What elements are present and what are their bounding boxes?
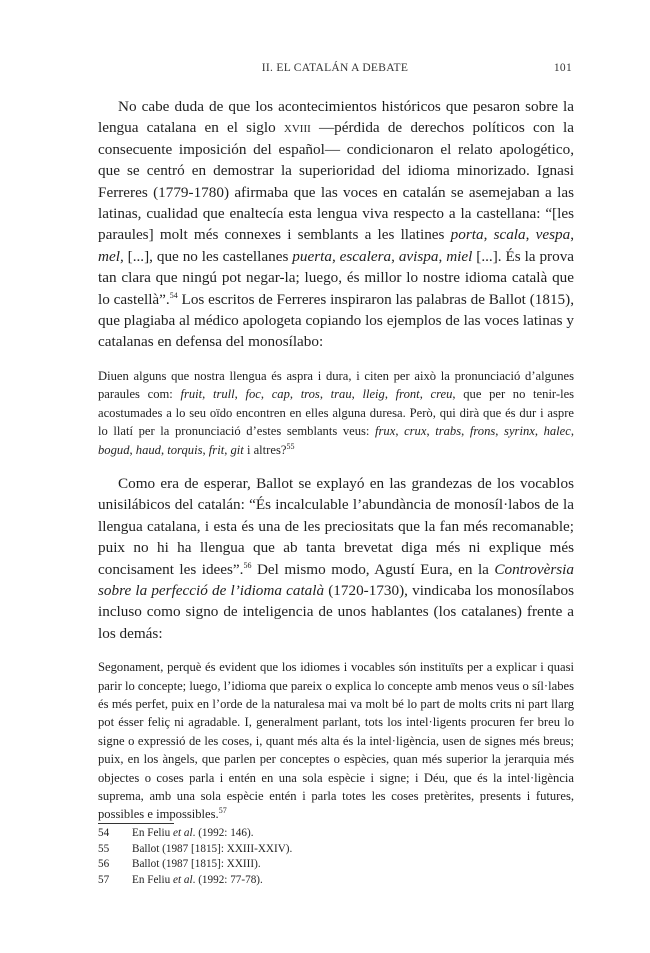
text-run: , que per no tenir-les acostumades a lo seu oïdo encontren en elles alguna duresa. Però, qui dirà que és dur i aspre lo llatí per la pronunciació d’estes semblants veus: xyxy=(98,387,575,439)
footnote-rule xyxy=(98,823,174,824)
example-word: tros xyxy=(300,387,320,402)
example-word: trabs xyxy=(435,424,462,439)
example-word: creu xyxy=(430,387,453,402)
text-run: —pérdida de derechos políticos con la consecuente imposición del español— condicionaron el relato apologético, que se centró en demostrar la superioridad del idioma minorizado. Ignasi Ferreres (1779-1780) afirmaba que las voces en catalán se asemejaban a las latinas, cualidad que enaltecía esta lengua viva respecto a la castellana: “[les paraules] molt més connexes i semblants a les llatines xyxy=(98,119,575,244)
footnote xyxy=(98,857,574,873)
example-word: halec xyxy=(543,424,571,439)
footnote-text: Ballot (1987 [1815]: XXIII-XXIV). xyxy=(132,842,293,855)
separator: , xyxy=(483,226,494,244)
castilian-word: escalera xyxy=(339,247,392,265)
footnote-ref: 57 xyxy=(218,806,227,816)
text-run: i altres? xyxy=(243,442,287,457)
block-quote-1 xyxy=(98,367,574,459)
text-run: Los escritos de Ferreres inspiraron las palabras de Ballot (1815), que plagiaba al médico apologeta copiando los ejemplos de las voces latinas y catalanas en defensa del monosílabo: xyxy=(98,290,574,351)
footnote-ref: 56 xyxy=(243,560,252,570)
latin-word: vespa xyxy=(535,226,571,244)
footnote-number: 57 xyxy=(98,873,110,886)
footnote-italic: et al xyxy=(173,827,193,839)
footnote xyxy=(98,842,574,858)
running-header xyxy=(98,62,572,78)
paragraph-2 xyxy=(98,473,574,644)
page-number: 101 xyxy=(553,62,572,74)
castilian-word: miel xyxy=(446,247,473,265)
footnote-number: 54 xyxy=(98,827,110,839)
separator: , xyxy=(331,247,340,265)
footnote-text: . (1992: 146). xyxy=(192,827,254,839)
example-word: haud xyxy=(135,442,161,457)
castilian-word: puerta xyxy=(292,247,332,265)
footnote-text: Ballot (1987 [1815]: XXIII). xyxy=(132,858,261,871)
footnote-text: En Feliu xyxy=(132,827,174,839)
example-word: torquis xyxy=(167,442,203,457)
text-run: [...]. És la prova tan clara que ningú pot negar-la; luego, és millor lo nostre idioma català que lo castellà”. xyxy=(98,247,575,308)
footnote-number: 55 xyxy=(98,842,110,855)
example-word: fruit xyxy=(180,387,203,402)
paragraph-1 xyxy=(98,96,574,353)
text-run: Como era de esperar, Ballot se explayó en las grandezas de los vocablos unisilábicos del catalán: “És incalculable l’abundància de monosíl·labos de la llengua catalana, i esta és una de les preciositats que la fan més recomanable; puix no hi ha llengua que ab tanta brevetat diga més ni explique més concisament les idees”. xyxy=(98,474,574,578)
page-body xyxy=(98,96,574,838)
example-word: git xyxy=(230,442,244,457)
footnote-ref: 54 xyxy=(169,290,178,300)
separator: , xyxy=(525,226,536,244)
text-run: Del mismo modo, Agustí Eura, en la xyxy=(251,560,495,578)
text-run: , [...], que no les castellanes xyxy=(119,247,293,265)
separator: , xyxy=(570,226,575,244)
example-word: crux xyxy=(404,424,427,439)
footnote xyxy=(98,873,574,889)
example-word: cap xyxy=(271,387,290,402)
footnote xyxy=(98,826,574,842)
example-word: trau xyxy=(330,387,352,402)
text-run: (1720-1730), vindicaba los monosílabos incluso como signo de inteligencia de unos hablantes (los catalanes) frente a los demás: xyxy=(98,581,574,642)
example-word: frit xyxy=(208,442,225,457)
footnote-number: 56 xyxy=(98,858,110,871)
footnote-text: . (1992: 77-78). xyxy=(192,873,263,886)
example-word: trull xyxy=(212,387,235,402)
example-word: bogud xyxy=(98,442,130,457)
example-word: front xyxy=(395,387,420,402)
running-title: II. EL CATALÁN A DEBATE xyxy=(261,62,409,74)
italic-word-list: fruit, trull, foc, cap, tros, trau, lleig, front, creu xyxy=(180,387,453,402)
example-word: lleig xyxy=(362,387,385,402)
footnote-ref: 55 xyxy=(286,441,295,451)
century-numeral: xviii xyxy=(283,119,311,137)
castilian-word: avispa xyxy=(398,247,439,265)
footnote-text: En Feliu xyxy=(132,873,174,886)
latin-word: mel xyxy=(98,247,120,265)
example-word: frux xyxy=(375,424,396,439)
footnote-italic: et al xyxy=(173,873,193,886)
example-word: foc xyxy=(245,387,261,402)
example-word: frons xyxy=(469,424,496,439)
example-word: syrinx xyxy=(504,424,535,439)
separator: , xyxy=(391,247,399,265)
text-run: Diuen alguns que nostra llengua és aspra i dura, i citen per això la pronunciació d’algunes paraules com: xyxy=(98,368,574,402)
latin-word: porta xyxy=(450,226,484,244)
text-run: No cabe duda de que los acontecimientos históricos que pesaron sobre la lengua catalana en el siglo xyxy=(98,98,574,137)
work-title: Controvèrsia sobre la perfecció de l’idioma català xyxy=(98,560,574,599)
latin-word: scala xyxy=(493,226,526,244)
italic-word-list: frux, crux, trabs, frons, syrinx, halec, bogud, haud, torquis, frit, git xyxy=(98,424,575,457)
block-quote-2 xyxy=(98,658,574,824)
separator: , xyxy=(438,247,447,265)
footnotes xyxy=(98,826,574,888)
text-run: Segonament, perquè és evident que los idiomes i vocables són instituïts per a explicar i quasi parir lo concepte; luego, l’idioma que pareix o explica lo concepte amb menos veus o síl·labes és més perfet, puix en l’orde de la naturalesa mai va molt bé lo part de molts crits ni part llarg pot ésser feliç ni agradable. I, generalment parlant, tots los intel·ligents procuren fer breu lo signe o expressió de les coses, i, quant més alta és la intel·ligència, usen de signes més breus; puix, en los àngels, que parlen per conceptes o espècies, quan més superior la jerarquia més objectes o coses parla i entén en una sola espècie i signe; i Déu, que és la intel·ligència suprema, amb una sola espècie entén i parla totes les coses pretèrites, presents i futures, possibles e impossibles. xyxy=(98,660,574,822)
